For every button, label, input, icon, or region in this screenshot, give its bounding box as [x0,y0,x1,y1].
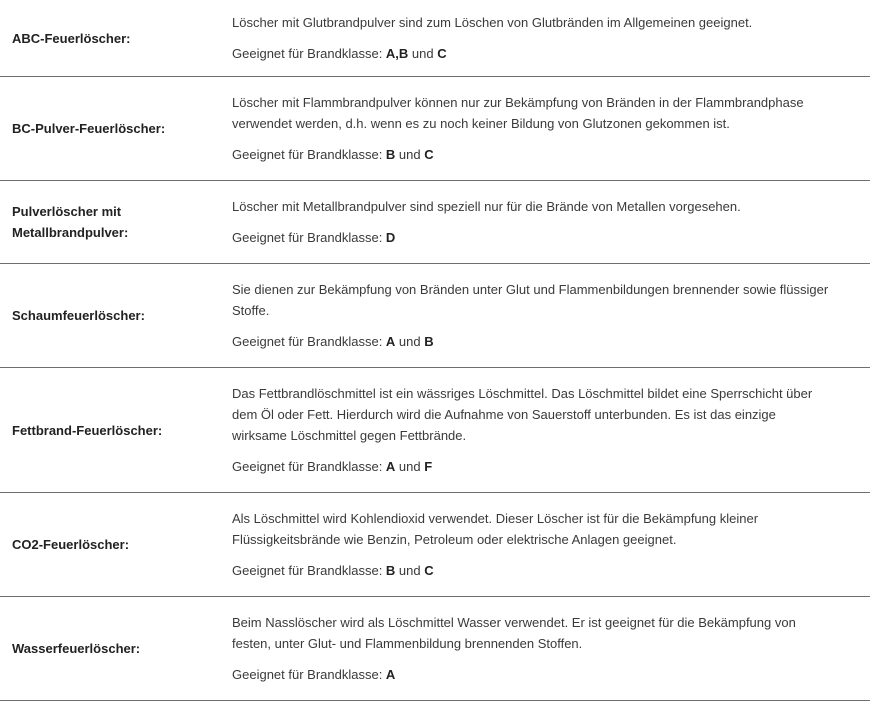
extinguisher-name: Wasserfeuerlöscher: [12,641,141,656]
extinguisher-description: Als Löschmittel wird Kohlendioxid verwendet. Dieser Löscher ist für die Bekämpfung kleiner Flüssigkeitsbrände wie Benzin, Petroleum oder elektrische Anlagen geeignet. [232,511,759,547]
table-row [0,368,870,493]
extinguisher-description: Löscher mit Flammbrandpulver können nur zur Bekämpfung von Bränden in der Flammbrandphase verwendet werden, d.h. wenn es zu noch keiner Bildung von Glutzonen gekommen ist. [232,95,804,131]
fire-class-joiner: und [395,563,425,578]
extinguisher-name: ABC-Feuerlöscher: [12,30,131,46]
extinguisher-name: Pulverlöscher mit Metallbrandpulver: [12,204,129,240]
fire-class-primary: A [385,459,396,474]
fire-class-primary: A [385,667,396,682]
fire-class-secondary: C [437,46,447,61]
fire-class-line [232,560,830,581]
table-row [0,493,870,597]
fire-class-joiner: und [395,334,425,349]
table-row [0,0,870,77]
extinguisher-description-cell [232,196,870,248]
extinguisher-description-cell [232,92,870,165]
fire-class-primary: A,B [385,46,409,61]
fire-class-secondary: F [424,459,433,474]
fire-class-line [232,227,830,248]
extinguisher-description-cell [232,12,870,64]
fire-class-joiner: und [395,147,425,162]
fire-class-primary: A [385,334,396,349]
fire-class-primary: D [385,230,396,245]
extinguisher-description: Löscher mit Glutbrandpulver sind zum Löschen von Glutbränden im Allgemeinen geeignet. [232,15,753,30]
extinguisher-name: CO2-Feuerlöscher: [12,537,130,552]
fire-class-joiner: und [408,46,438,61]
fire-class-secondary: C [424,563,434,578]
extinguisher-description-cell [232,383,870,477]
fire-class-primary: B [385,563,396,578]
extinguisher-description-cell [232,279,870,352]
extinguisher-name: Fettbrand-Feuerlöscher: [12,422,163,438]
fire-class-secondary: B [424,334,434,349]
extinguisher-description: Das Fettbrandlöschmittel ist ein wässriges Löschmittel. Das Löschmittel bildet eine Sperrschicht über dem Öl oder Fett. Hierdurch wird die Aufnahme von Sauerstoff unterbunden. Es ist das einzige wirksame Löschmittel gegen Fettbrände. [232,386,813,443]
fire-class-prefix: Geeignet für Brandklasse: [232,459,386,474]
extinguisher-description-cell [232,612,870,685]
table-row [0,181,870,264]
extinguisher-name: BC-Pulver-Feuerlöscher: [12,121,166,136]
extinguisher-name: Schaumfeuerlöscher: [12,308,145,323]
fire-class-line [232,456,830,477]
fire-class-line [232,144,830,165]
fire-class-prefix: Geeignet für Brandklasse: [232,230,386,245]
fire-class-line [232,331,830,352]
extinguisher-description-cell [232,508,870,581]
fire-class-joiner: und [395,459,425,474]
table-row [0,264,870,368]
extinguisher-description: Löscher mit Metallbrandpulver sind speziell nur für die Brände von Metallen vorgesehen. [232,199,741,214]
table-row [0,597,870,701]
fire-class-prefix: Geeignet für Brandklasse: [232,334,386,349]
fire-class-prefix: Geeignet für Brandklasse: [232,147,386,162]
fire-class-prefix: Geeignet für Brandklasse: [232,46,386,61]
fire-class-secondary: C [424,147,434,162]
fire-class-prefix: Geeignet für Brandklasse: [232,667,386,682]
table-row [0,77,870,181]
extinguisher-description: Sie dienen zur Bekämpfung von Bränden unter Glut und Flammenbildungen brennender sowie flüssiger Stoffe. [232,282,829,318]
extinguisher-description: Beim Nasslöscher wird als Löschmittel Wasser verwendet. Er ist geeignet für die Bekämpfung von festen, unter Glut- und Flammenbildung brennenden Stoffen. [232,615,796,651]
fire-class-line [232,43,830,64]
fire-class-primary: B [385,147,396,162]
fire-class-line [232,664,830,685]
fire-class-prefix: Geeignet für Brandklasse: [232,563,386,578]
